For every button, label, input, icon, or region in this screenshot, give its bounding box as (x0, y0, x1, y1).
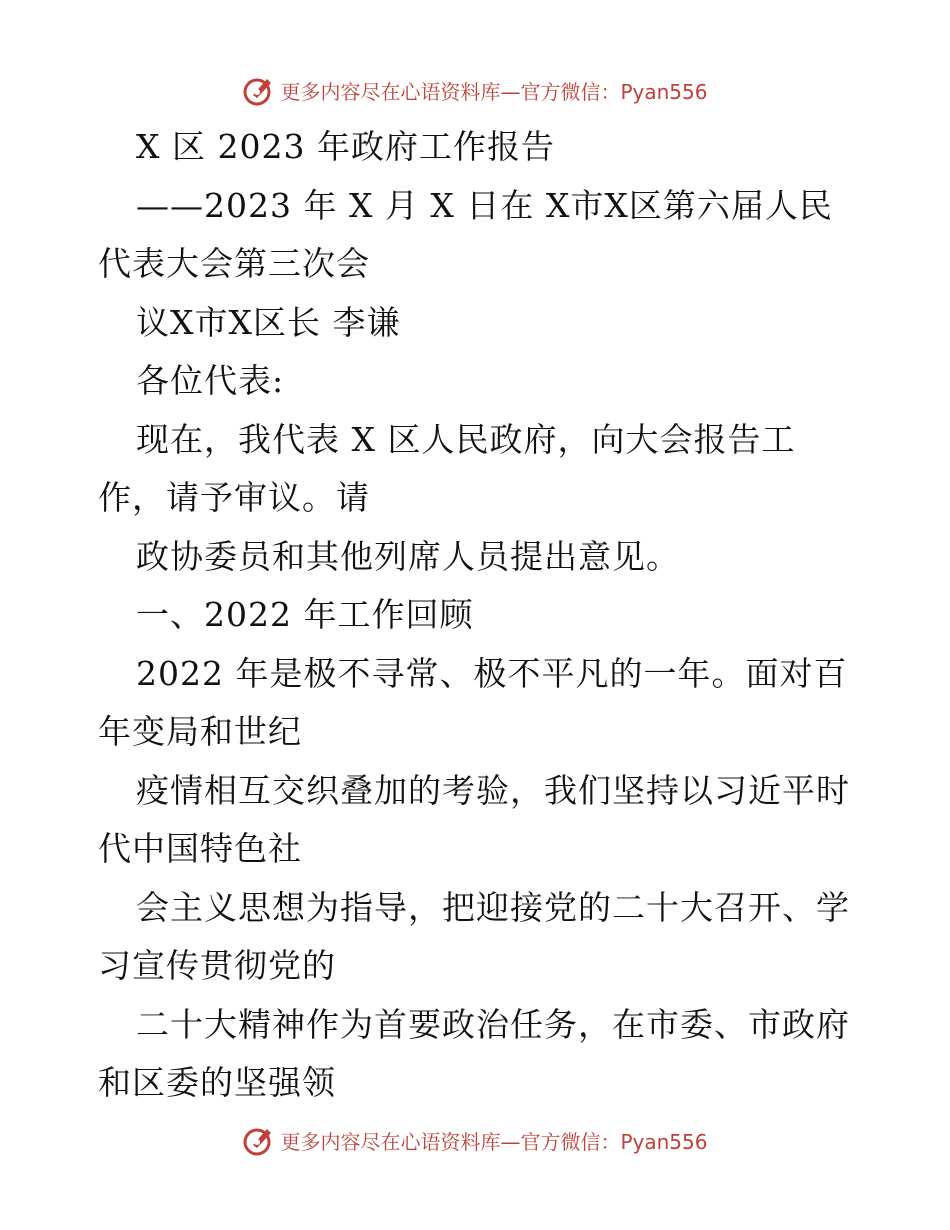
document-body (98, 118, 858, 1113)
header-banner (0, 70, 950, 110)
footer-banner-text: 更多内容尽在心语资料库—官方微信：Pyan556 (280, 1129, 708, 1154)
doc-paragraph-line: 二十大精神作为首要政治任务，在市委、市政府 (136, 1004, 850, 1044)
doc-paragraph-line: 作，请予审议。请 (98, 478, 370, 517)
doc-paragraph-line: 疫情相互交织叠加的考验，我们坚持以习近平时 (136, 770, 850, 810)
doc-paragraph-line: 代中国特色社 (98, 829, 302, 868)
doc-paragraph-line: 2022 年是极不寻常、极不平凡的一年。面对百 (136, 653, 848, 693)
doc-subtitle: ——2023 年 X 月 X 日在 X市X区第六届人民 (136, 185, 833, 225)
section-heading: 一、2022 年工作回顾 (136, 595, 474, 634)
doc-salutation: 各位代表: (136, 361, 285, 400)
doc-paragraph-line: 政协委员和其他列席人员提出意见。 (136, 536, 680, 576)
doc-subtitle-cont: 代表大会第三次会 (98, 244, 370, 283)
footer-banner (0, 1120, 950, 1160)
pen-nib-logo-icon (242, 1123, 276, 1157)
doc-paragraph-line: 年变局和世纪 (98, 712, 302, 751)
doc-speaker: 议X市X区长 李谦 (136, 302, 401, 342)
doc-title: X 区 2023 年政府工作报告 (136, 127, 555, 166)
doc-paragraph-line: 习宣传贯彻党的 (98, 946, 336, 985)
doc-paragraph-line: 会主义思想为指导，把迎接党的二十大召开、学 (136, 887, 850, 927)
doc-paragraph-line: 和区委的坚强领 (98, 1063, 336, 1102)
doc-paragraph-line: 现在，我代表 X 区人民政府，向大会报告工 (136, 419, 796, 459)
pen-nib-logo-icon (242, 73, 276, 107)
header-banner-text: 更多内容尽在心语资料库—官方微信：Pyan556 (280, 79, 708, 104)
